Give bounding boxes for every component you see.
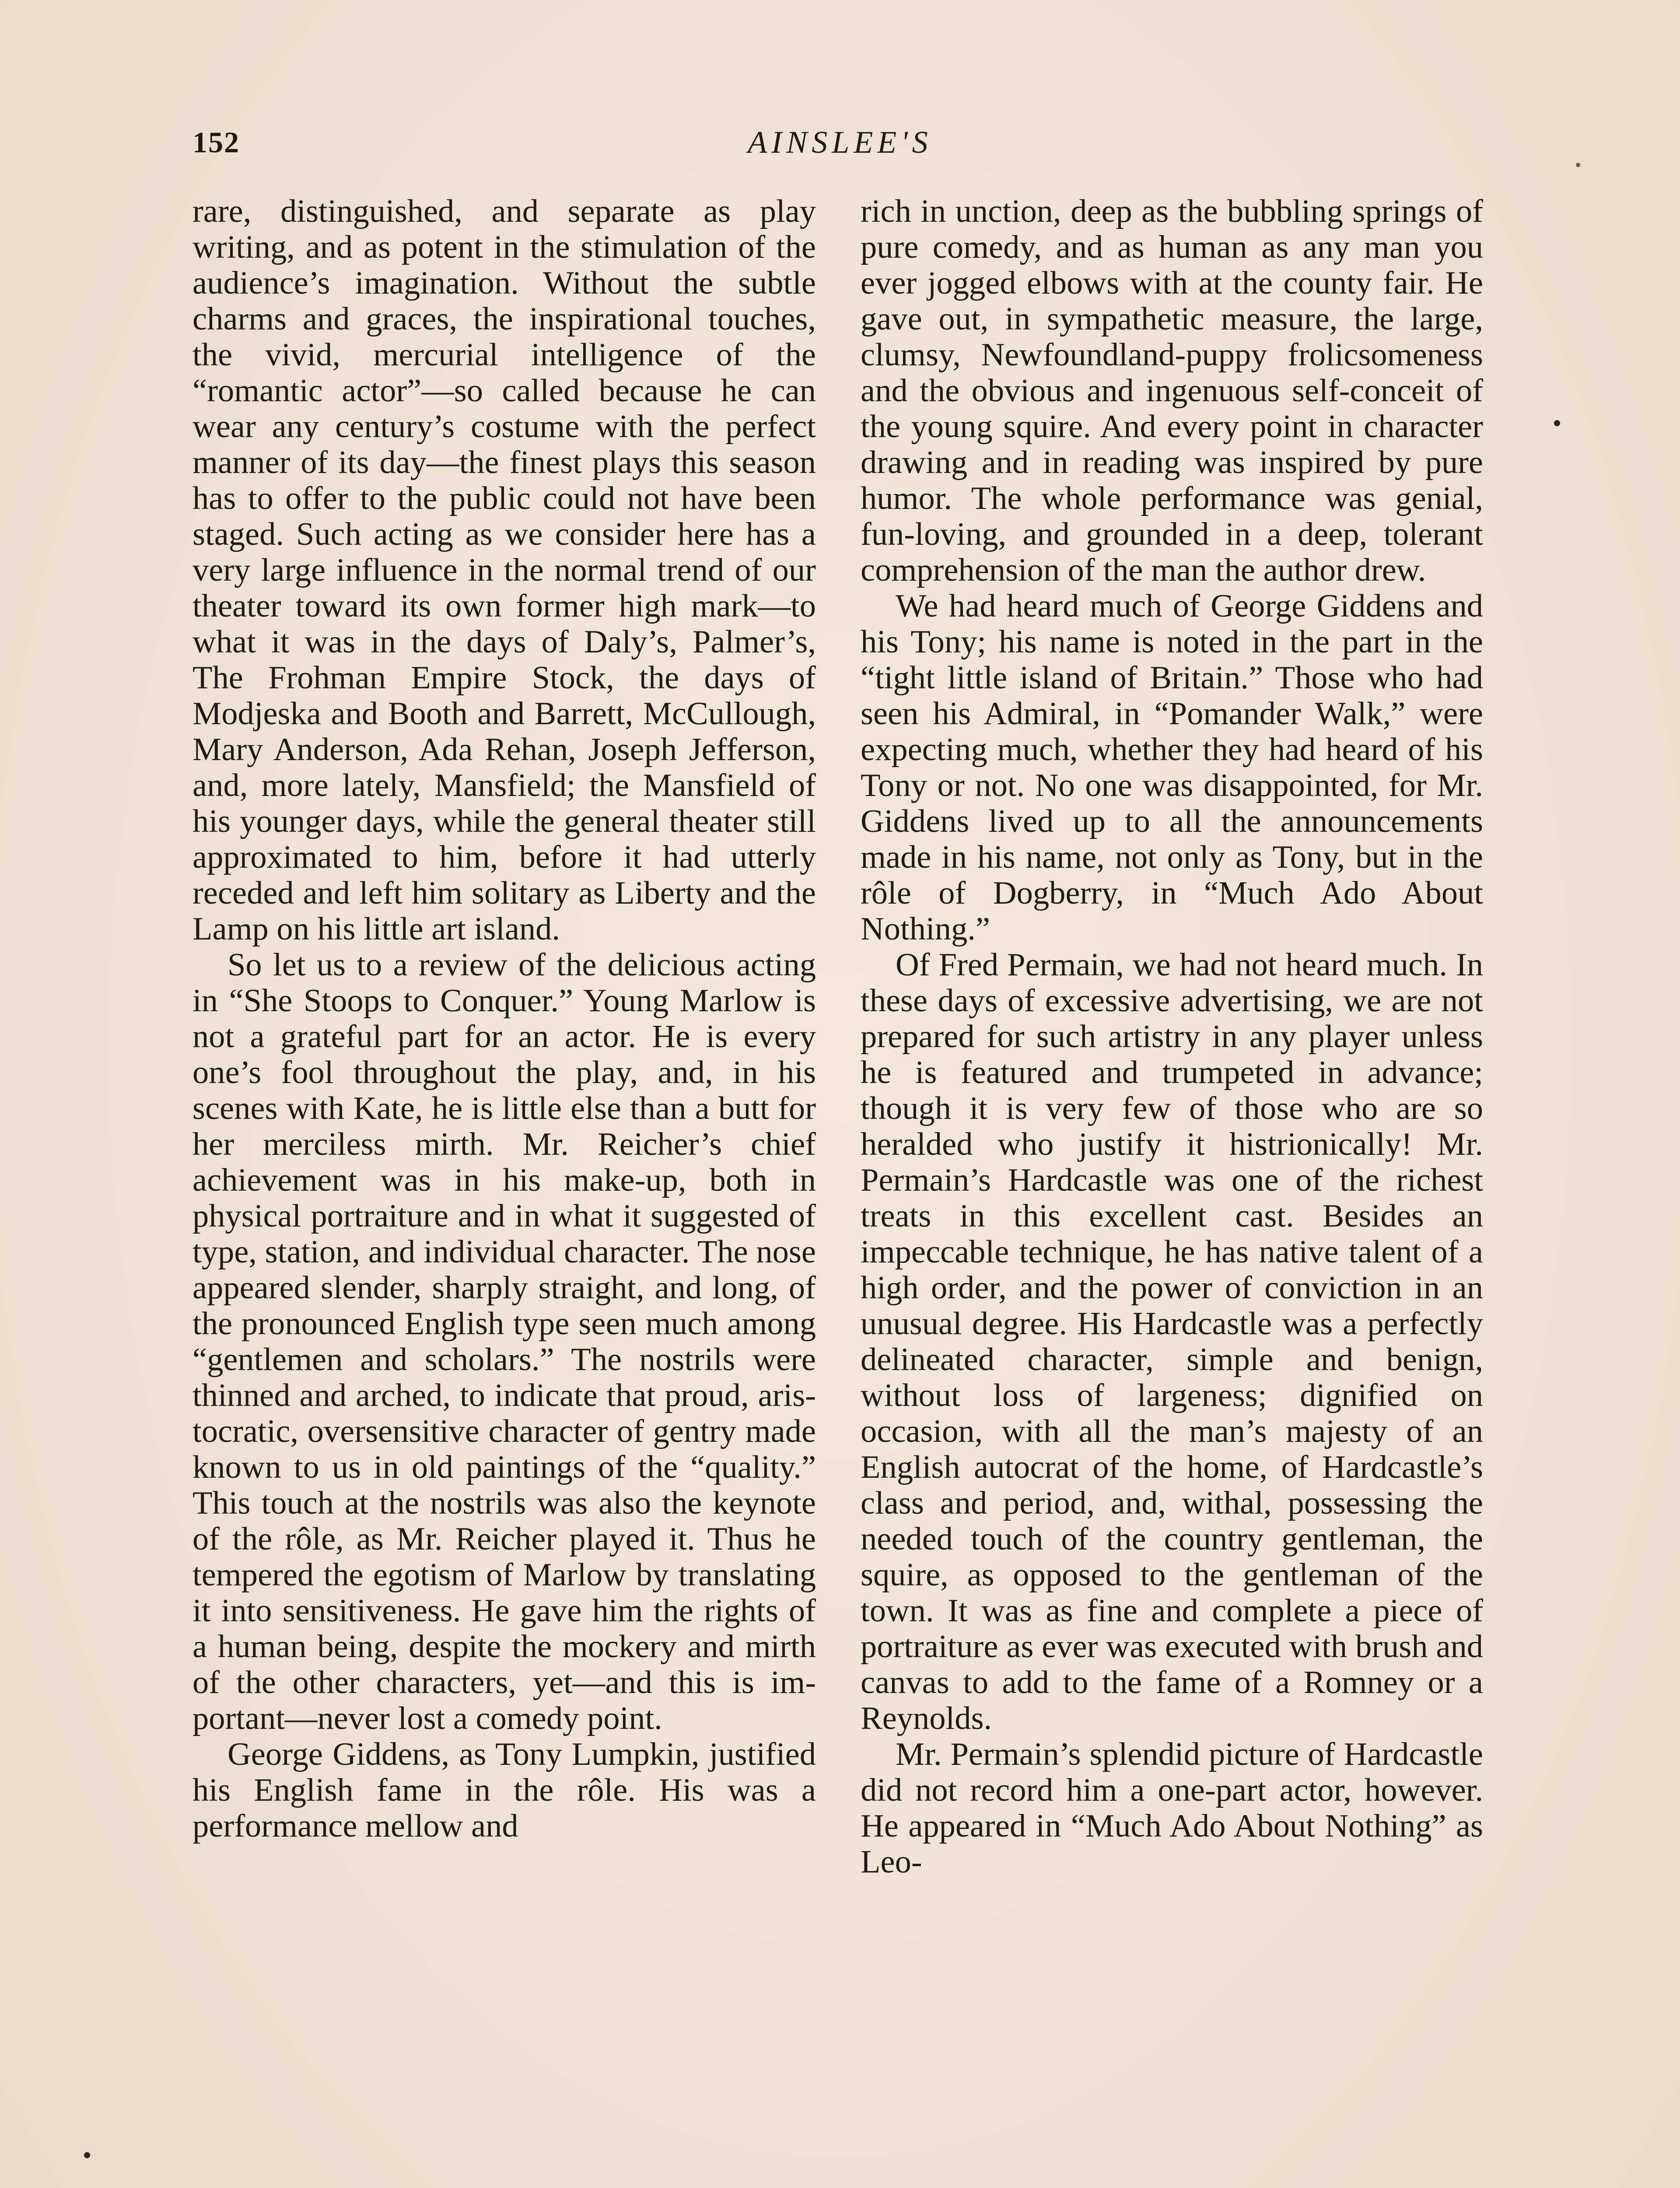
paragraph: rare, distinguished, and separate as play writing, and as potent in the stimulation of the audience’s imagination. Without the subtle charms and graces, the inspirational touches, the vivid, mercurial intelligence of the “romantic actor”—so called because he can wear any century’s costume with the perfect manner of its day—the finest plays this season has to offer to the public could not have been staged. Such acting as we consider here has a very large influence in the normal trend of our theater toward its own former high mark—to what it was in the days of Daly’s, Palmer’s, The Frohman Empire Stock, the days of Modjeska and Booth and Barrett, McCullough, Mary Anderson, Ada Rehan, Joseph Jefferson, and, more lately, Mansfield; the Mansfield of his younger days, while the general theater still approximated to him, before it had utterly receded and left him solitary as Liberty and the Lamp on his little art island. [192,193,816,947]
left-column [192,193,816,2188]
paragraph: So let us to a review of the delicious acting in “She Stoops to Conquer.” Young Marlow is not a grateful part for an actor. He is every one’s fool throughout the play, and, in his scenes with Kate, he is little else than a butt for her merciless mirth. Mr. Reicher’s chief achievement was in his make-up, both in physical portraiture and in what it suggested of type, station, and individual character. The nose appeared slender, sharply straight, and long, of the pronounced English type seen much among “gentlemen and scholars.” The nostrils were thinned and arched, to indicate that proud, aristocratic, oversensitive character of gentry made known to us in old paintings of the “quality.” This touch at the nostrils was also the keynote of the rôle, as Mr. Reicher played it. Thus he tempered the egotism of Marlow by translating it into sensitiveness. He gave him the rights of a human being, despite the mockery and mirth of the other characters, yet—and this is important—never lost a comedy point. [192,947,816,1736]
ink-speck [84,2152,90,2158]
running-title: AINSLEE'S [748,125,932,160]
paragraph: Of Fred Permain, we had not heard much. In these days of excessive advertising, we are not prepared for such artistry in any player unless he is featured and trumpeted in advance; though it is very few of those who are so heralded who justify it histrionically! Mr. Permain’s Hardcastle was one of the richest treats in this excellent cast. Besides an impeccable technique, he has native talent of a high order, and the power of conviction in an unusual degree. His Hardcastle was a perfectly delineated character, simple and benign, without loss of largeness; dignified on occasion, with all the man’s majesty of an English autocrat of the home, of Hardcastle’s class and period, and, withal, possessing the needed touch of the country gentleman, the squire, as opposed to the gentleman of the town. It was as fine and complete a piece of portraiture as ever was executed with brush and canvas to add to the fame of a Romney or a Reynolds. [861,947,1483,1736]
paragraph: George Giddens, as Tony Lumpkin, justified his English fame in the rôle. His was a performance mellow and [192,1736,816,1844]
paragraph: rich in unction, deep as the bubbling springs of pure comedy, and as human as any man you ever jogged elbows with at the county fair. He gave out, in sympathetic measure, the large, clumsy, Newfoundland-puppy frolicsomeness and the obvious and ingenuous self-conceit of the young squire. And every point in character drawing and in reading was inspired by pure humor. The whole performance was genial, fun-loving, and grounded in a deep, tolerant comprehension of the man the author drew. [861,193,1483,588]
ink-speck [1554,420,1560,426]
paragraph: We had heard much of George Giddens and his Tony; his name is noted in the part in the “tight little island of Britain.” Those who had seen his Admiral, in “Pomander Walk,” were expecting much, whether they had heard of his Tony or not. No one was disappointed, for Mr. Giddens lived up to all the announcements made in his name, not only as Tony, but in the rôle of Dogberry, in “Much Ado About Nothing.” [861,588,1483,947]
ink-speck [1576,163,1580,167]
page-header [192,118,1488,166]
paragraph: Mr. Permain’s splendid picture of Hardcastle did not record him a one-part actor, however. He appeared in “Much Ado About Nothing” as Leo- [861,1736,1483,1880]
page-number: 152 [192,126,240,159]
right-column [861,193,1483,2188]
